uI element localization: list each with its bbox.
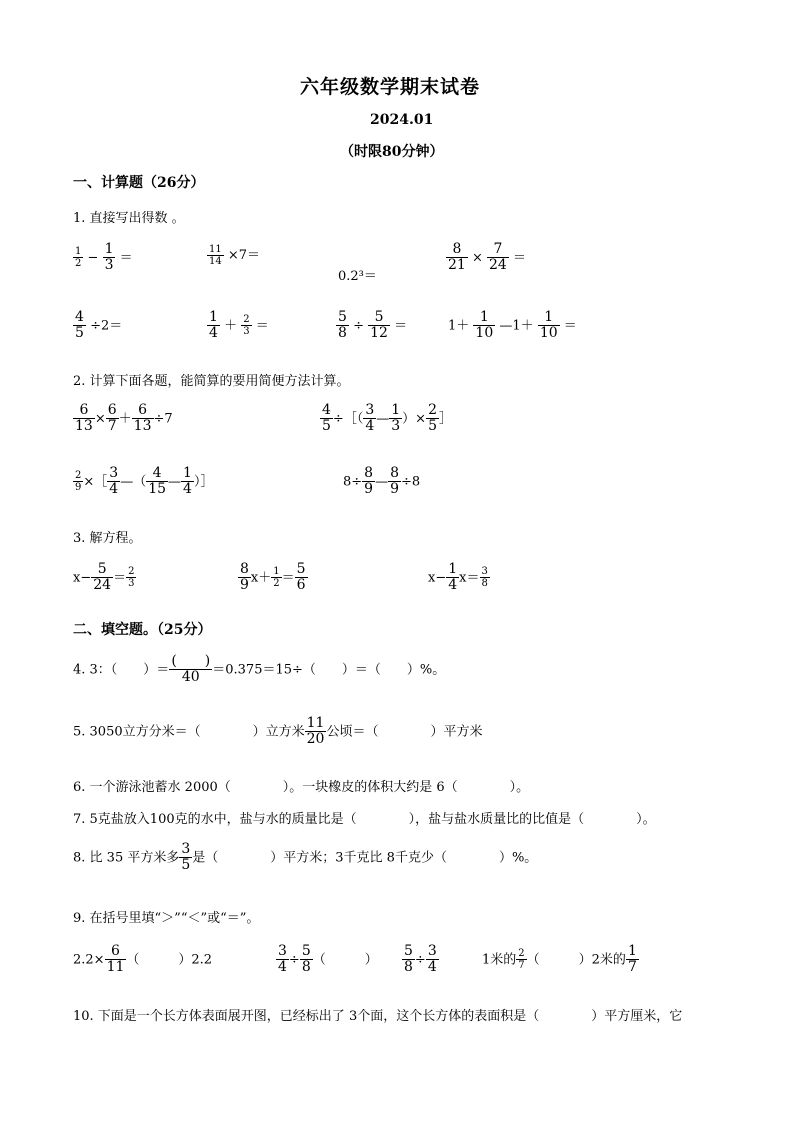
q1-item-4: $\frac{8}{21}$ × $\frac{7}{24}$ ＝ [448,241,526,274]
fraction: ( ) 40 [171,653,211,686]
question-1-prompt: 1. 直接写出得数 。 [73,211,185,226]
fraction: $\frac{3}{4}$ [278,943,287,976]
fraction: $\frac{8}{9}$ [364,465,374,498]
q2-expression-4: 8÷ $\frac{8}{9}$ — $\frac{8}{9}$ ÷8 [343,465,421,498]
fraction: $\frac{5}{6}$ [296,561,306,594]
fraction: $\frac{6}{13}$ [133,402,152,435]
fraction: $\frac{3}{4}$ [109,465,119,498]
fraction: $\frac{3}{4}$ [365,402,375,435]
q1-item-3: 0.2³＝ [338,269,377,284]
question-3-prompt: 3. 解方程。 [73,531,142,546]
fraction: $\frac{1}{2}$ [75,246,82,270]
fraction: $\frac{6}{7}$ [107,402,117,435]
fraction: $\frac{11}{14}$ [209,244,222,267]
q3-equation-3: x− $\frac{1}{4}$ x＝ $\frac{3}{8}$ [428,561,488,594]
fraction: $\frac{5}{8}$ [338,309,347,342]
fraction: $\frac{3}{8}$ [481,566,488,590]
fraction: $\frac{4}{5}$ [75,309,84,342]
question-2-prompt: 2. 计算下面各题，能简算的要用简便方法计算。 [73,374,350,389]
fraction: $\frac{1}{2}$ [273,566,280,590]
fraction: $\frac{1}{3}$ [391,402,401,435]
fraction: $\frac{8}{9}$ [240,561,249,594]
q2-expression-3: $\frac{2}{9}$ ×［ $\frac{3}{4}$ —（ $\frac{4}{15}$ — $\frac{1}{4}$ ）］ [75,465,214,498]
q9-comparison-4: 1米的 $\frac{2}{7}$ （ ）2米的 $\frac{1}{7}$ [482,943,637,976]
question-5: 5. 3050立方分米＝（ ）立方米 $\frac{11}{20}$ 公顷＝（ ）平方米 [73,715,483,748]
q1-item-1: $\frac{1}{2}$ − $\frac{1}{3}$ ＝ [75,241,133,274]
fraction: $\frac{6}{13}$ [75,402,93,435]
fraction: $\frac{2}{9}$ [75,470,82,494]
fraction: $\frac{8}{9}$ [390,465,400,498]
q1-item-2: $\frac{11}{14}$ ×7＝ [209,244,261,267]
fraction: $\frac{1}{4}$ [448,561,458,594]
fraction: $\frac{4}{5}$ [322,402,331,435]
question-6: 6. 一个游泳池蓄水 2000（ ）。一块橡皮的体积大约是 6（ ）。 [73,780,530,795]
fraction: $\frac{11}{20}$ [306,715,325,748]
fraction: $\frac{1}{4}$ [209,309,218,342]
fraction: $\frac{6}{11}$ [106,943,125,976]
exam-date: 2024.01 [370,112,434,128]
q1-item-7: $\frac{5}{8}$ ÷ $\frac{5}{12}$ ＝ [338,309,408,342]
fraction: $\frac{3}{4}$ [427,943,437,976]
question-7: 7. 5克盐放入100克的水中，盐与水的质量比是（ ），盐与盐水质量比的比值是（ ）。 [73,812,656,827]
question-9-prompt: 9. 在括号里填“＞”“＜”或“＝”。 [73,911,260,926]
fraction: $\frac{7}{24}$ [489,241,507,274]
fraction: $\frac{5}{24}$ [93,561,112,594]
fraction: $\frac{4}{15}$ [148,465,167,498]
fraction: $\frac{2}{3}$ [243,314,250,338]
fraction: $\frac{8}{21}$ [448,241,466,274]
q2-expression-1: $\frac{6}{13}$ × $\frac{6}{7}$ ＋ $\frac{6}{13}$ ÷7 [75,402,173,435]
fraction: $\frac{1}{4}$ [183,465,192,498]
fraction: $\frac{1}{10}$ [475,309,494,342]
question-10: 10. 下面是一个长方体表面展开图，已经标出了 3个面，这个长方体的表面积是（ ）平方厘米，它 [73,1009,683,1024]
question-4: 4. 3：（ ）＝ ( ) 40 ＝0.375＝15÷（ ）＝（ ）%。 [73,653,446,686]
section-heading-fill-in: 二、填空题。（25分） [73,622,212,638]
q1-item-8: 1＋ $\frac{1}{10}$ —1＋ $\frac{1}{10}$ ＝ [448,309,577,342]
q1-item-5: $\frac{4}{5}$ ÷2＝ [75,309,123,342]
fraction: $\frac{5}{8}$ [301,943,311,976]
q1-item-6: $\frac{1}{4}$ ＋ $\frac{2}{3}$ ＝ [209,309,269,342]
page-title: 六年级数学期末试卷 [300,76,481,98]
q9-comparison-1: 2.2× $\frac{6}{11}$ （ ）2.2 [73,943,213,976]
question-8: 8. 比 35 平方米多 $\frac{3}{5}$ 是（ ）平方米；3千克比 8千克少（ ）%。 [73,841,538,874]
q3-equation-2: $\frac{8}{9}$ x＋ $\frac{1}{2}$ ＝ $\frac{5}{6}$ [240,561,306,594]
q3-equation-1: x− $\frac{5}{24}$ ＝ $\frac{2}{3}$ [73,561,135,594]
fraction: $\frac{1}{10}$ [539,309,558,342]
fraction: $\frac{2}{5}$ [428,402,437,435]
q2-expression-2: $\frac{4}{5}$ ÷［（ $\frac{3}{4}$ — $\frac{1}{3}$ ）× $\frac{2}{5}$ ］ [322,402,453,435]
fraction: $\frac{3}{5}$ [181,841,191,874]
fraction: $\frac{1}{3}$ [104,241,114,274]
section-heading-calculation: 一、计算题（26分） [73,175,205,191]
fraction: $\frac{1}{7}$ [627,943,637,976]
fraction: $\frac{5}{12}$ [370,309,388,342]
fraction: $\frac{2}{7}$ [518,948,525,972]
time-limit: （时限80分钟） [340,144,444,160]
fraction: $\frac{5}{8}$ [404,943,413,976]
q9-comparison-2: $\frac{3}{4}$ ÷ $\frac{5}{8}$ （ ） [278,943,378,976]
fraction: $\frac{2}{3}$ [128,566,135,590]
q9-comparison-3: $\frac{5}{8}$ ÷ $\frac{3}{4}$ [404,943,437,976]
